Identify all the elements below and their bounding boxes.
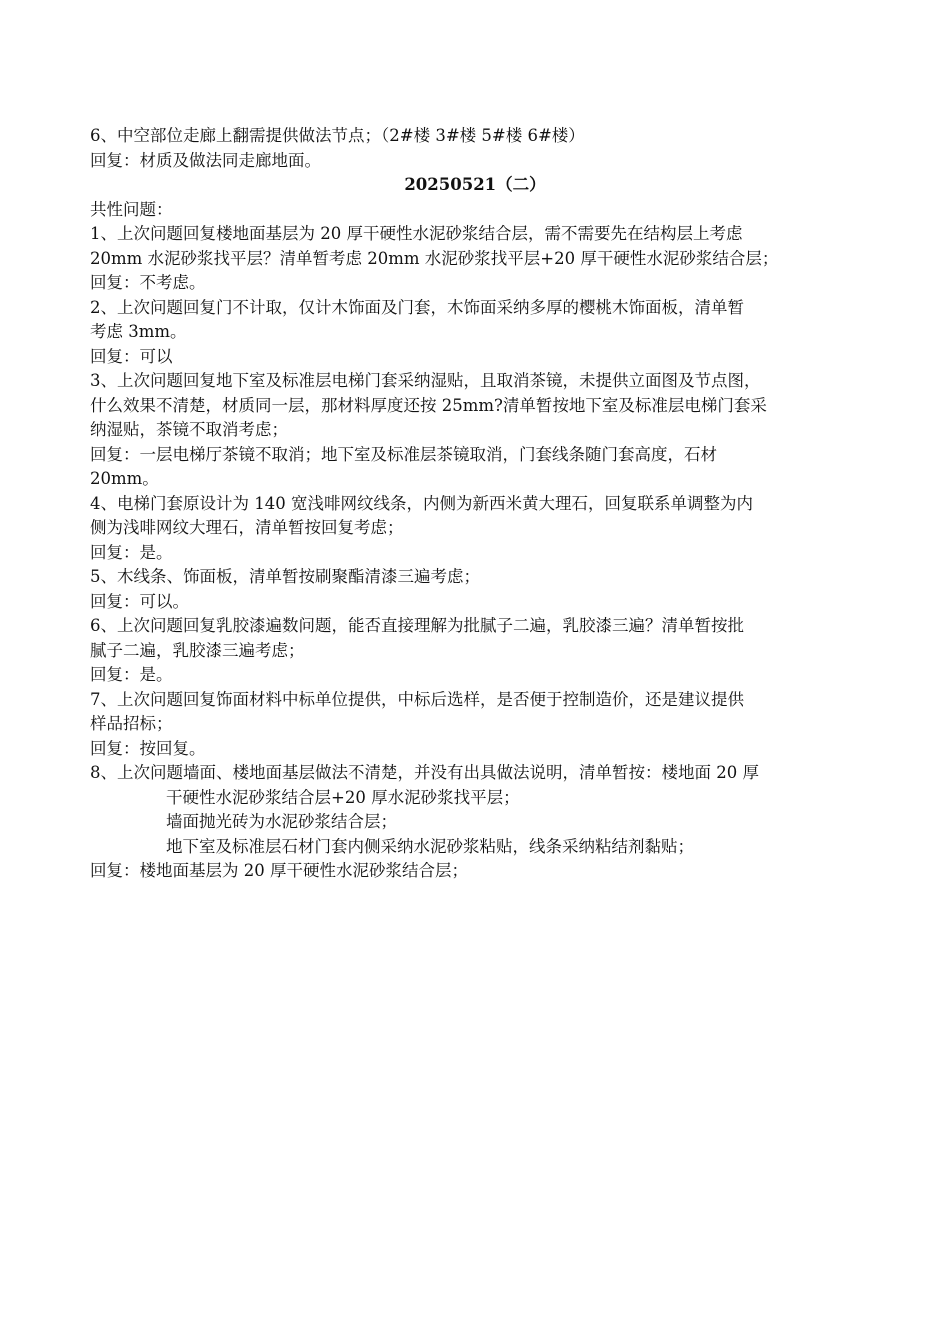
issue-6-reply: 回复：是。 bbox=[90, 665, 173, 684]
common-issues-heading: 共性问题： bbox=[90, 199, 173, 219]
issue-7-reply: 回复：按回复。 bbox=[90, 738, 206, 758]
issue-8-line-4: 地下室及标准层石材门套内侧采纳水泥砂浆粘贴，线条采纳粘结剂黏贴； bbox=[166, 836, 694, 856]
issue-1-line-2: 20mm 水泥砂浆找平层？清单暂考虑 20mm 水泥砂浆找平层+20 厚干硬性水泥砂浆结合层； bbox=[90, 248, 779, 268]
item-6-question: 6、中空部位走廊上翻需提供做法节点；（2#楼 3#楼 5#楼 6#楼） bbox=[90, 126, 585, 145]
item-6-reply: 回复：材质及做法同走廊地面。 bbox=[90, 150, 321, 170]
document-body bbox=[90, 124, 860, 884]
issue-2-line-1: 2、上次问题回复门不计取，仅计木饰面及门套，木饰面采纳多厚的樱桃木饰面板，清单暂 bbox=[90, 297, 744, 317]
issue-2-line-2: 考虑 3mm。 bbox=[90, 322, 187, 341]
section-heading: 20250521（二） bbox=[404, 175, 546, 194]
issue-5-line-1: 5、木线条、饰面板，清单暂按刷聚酯清漆三遍考虑； bbox=[90, 567, 480, 586]
issue-3-line-1: 3、上次问题回复地下室及标准层电梯门套采纳湿贴，且取消茶镜，未提供立面图及节点图， bbox=[90, 371, 761, 390]
issue-6-line-1: 6、上次问题回复乳胶漆遍数问题，能否直接理解为批腻子二遍，乳胶漆三遍？清单暂按批 bbox=[90, 616, 744, 635]
issue-3-line-3: 纳湿贴，茶镜不取消考虑； bbox=[90, 420, 288, 439]
issue-8-line-2: 干硬性水泥砂浆结合层+20 厚水泥砂浆找平层； bbox=[166, 787, 520, 807]
issue-4-line-1: 4、电梯门套原设计为 140 宽浅啡网纹线条，内侧为新西米黄大理石，回复联系单调整为内 bbox=[90, 493, 753, 513]
issue-7-line-2: 样品招标； bbox=[90, 714, 173, 733]
issue-8-reply: 回复：楼地面基层为 20 厚干硬性水泥砂浆结合层； bbox=[90, 861, 468, 880]
issue-3-line-2: 什么效果不清楚，材质同一层，那材料厚度还按 25mm?清单暂按地下室及标准层电梯门套采 bbox=[90, 395, 767, 415]
issue-6-line-2: 腻子二遍，乳胶漆三遍考虑； bbox=[90, 640, 305, 660]
issue-1-line-1: 1、上次问题回复楼地面基层为 20 厚干硬性水泥砂浆结合层，需不需要先在结构层上考虑 bbox=[90, 224, 743, 243]
issue-8-line-1: 8、上次问题墙面、楼地面基层做法不清楚，并没有出具做法说明，清单暂按：楼地面 20 厚 bbox=[90, 763, 759, 782]
issue-5-reply: 回复：可以。 bbox=[90, 591, 189, 611]
issue-2-reply: 回复：可以 bbox=[90, 346, 173, 366]
issue-4-line-2: 侧为浅啡网纹大理石，清单暂按回复考虑； bbox=[90, 518, 404, 537]
issue-4-reply: 回复：是。 bbox=[90, 542, 173, 562]
issue-3-reply-line-1: 回复：一层电梯厅茶镜不取消；地下室及标准层茶镜取消，门套线条随门套高度，石材 bbox=[90, 444, 717, 464]
issue-7-line-1: 7、上次问题回复饰面材料中标单位提供，中标后选样，是否便于控制造价，还是建议提供 bbox=[90, 689, 744, 709]
issue-3-reply-line-2: 20mm。 bbox=[90, 469, 159, 488]
issue-8-line-3: 墙面抛光砖为水泥砂浆结合层； bbox=[166, 812, 397, 831]
issue-1-reply: 回复：不考虑。 bbox=[90, 273, 206, 292]
